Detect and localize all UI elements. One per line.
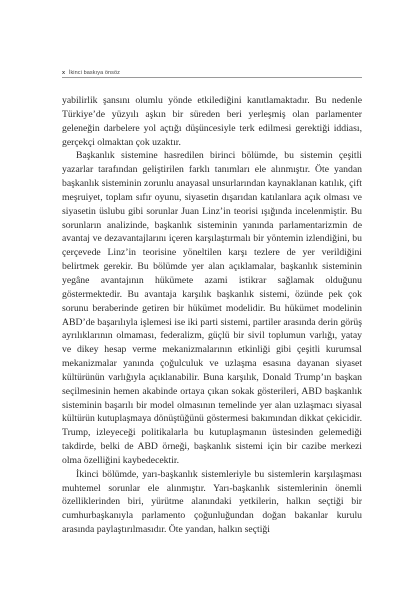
paragraph: yabilirlik şansını olumlu yönde etkilediğini kanıtlamaktadır. Bu nedenle Türkiye’de yüzyılı aşkın bir süreden beri yerleşmiş olan parlamenter geleneğin darbelere yol açtığı düşüncesiyle terk edilmesi gerektiği iddiası, gerçekçi olmaktan çok uzaktır. <box>62 95 362 148</box>
header-rule <box>62 77 362 78</box>
running-title: İkinci baskıya önsöz <box>68 70 121 76</box>
body-text <box>62 94 362 537</box>
paragraph: İkinci bölümde, yarı-başkanlık sistemleriyle bu sistemlerin karşılaşması muhtemel sorunlar ele alınmıştır. Yarı-başkanlık sistemlerinin önemli özelliklerinden biri, yürütme alanındaki yetkilerin, halkın seçtiği bir cumhurbaşkanıyla parlamento çoğunluğundan doğan bakanlar kurulu arasında paylaştırılmasıdır. Öte yandan, halkın seçtiği <box>62 468 362 536</box>
page-number: x <box>62 70 66 76</box>
paragraph: Başkanlık sistemine hasredilen birinci bölümde, bu sistemin çeşitli yazarlar tarafından geliştirilen farklı tanımları ele alınmıştır. Öte yandan başkanlık sisteminin zorunlu anayasal unsurlarından kaynaklanan katılık, çift meşruiyet, toplam sıfır oyunu, siyasetin dışarıdan katılanlara açık olması ve siyasetin üslubu gibi sorunlar Juan Linz’in teorisi ışığında incelenmiştir. Bu sorunların analizinde, başkanlık sisteminin yanında parlamentarizmin de avantaj ve dezavantajlarını içeren karşılaştırmalı bir yöntemin izlendiğini, bu çerçevede Linz’in teorisine yöneltilen karşı tezlere de yer verildiğini belirtmek gerekir. Bu bölümde yer alan açıklamalar, başkanlık sisteminin yegâne avantajının hükümete azami istikrar sağlamak olduğunu göstermektedir. Bu avantaja karşılık başkanlık sistemi, özünde pek çok sorunu beraberinde getiren bir hükümet modelidir. Bu hükümet modelinin ABD’de başarılıyla işlemesi ise iki parti sistemi, partiler arasında derin görüş ayrılıklarının olmaması, federalizm, güçlü bir sivil toplumun varlığı, yatay ve dikey hesap verme mekanizmalarının etkinliği gibi çeşitli kurumsal mekanizmalar yanında çoğulculuk ve uzlaşma esasına dayanan siyaset kültürünün varlığıyla açıklanabilir. Buna karşılık, Donald Trump’ın başkan seçilmesinin hemen akabinde ortaya çıkan sokak gösterileri, ABD başkanlık sisteminin başarılı bir model olmasının temelinde yer alan uzlaşmacı siyasal kültürün kutuplaşmaya dönüştüğünü göstermesi bakımından dikkat çekicidir. Trump, izleyeceği politikalarla bu kutuplaşmanın üstesinden gelemediği takdirde, belki de ABD örneği, başkanlık sistemi için bir cazibe merkezi olma özelliğini kaybedecektir. <box>62 150 362 466</box>
running-header <box>62 70 120 76</box>
